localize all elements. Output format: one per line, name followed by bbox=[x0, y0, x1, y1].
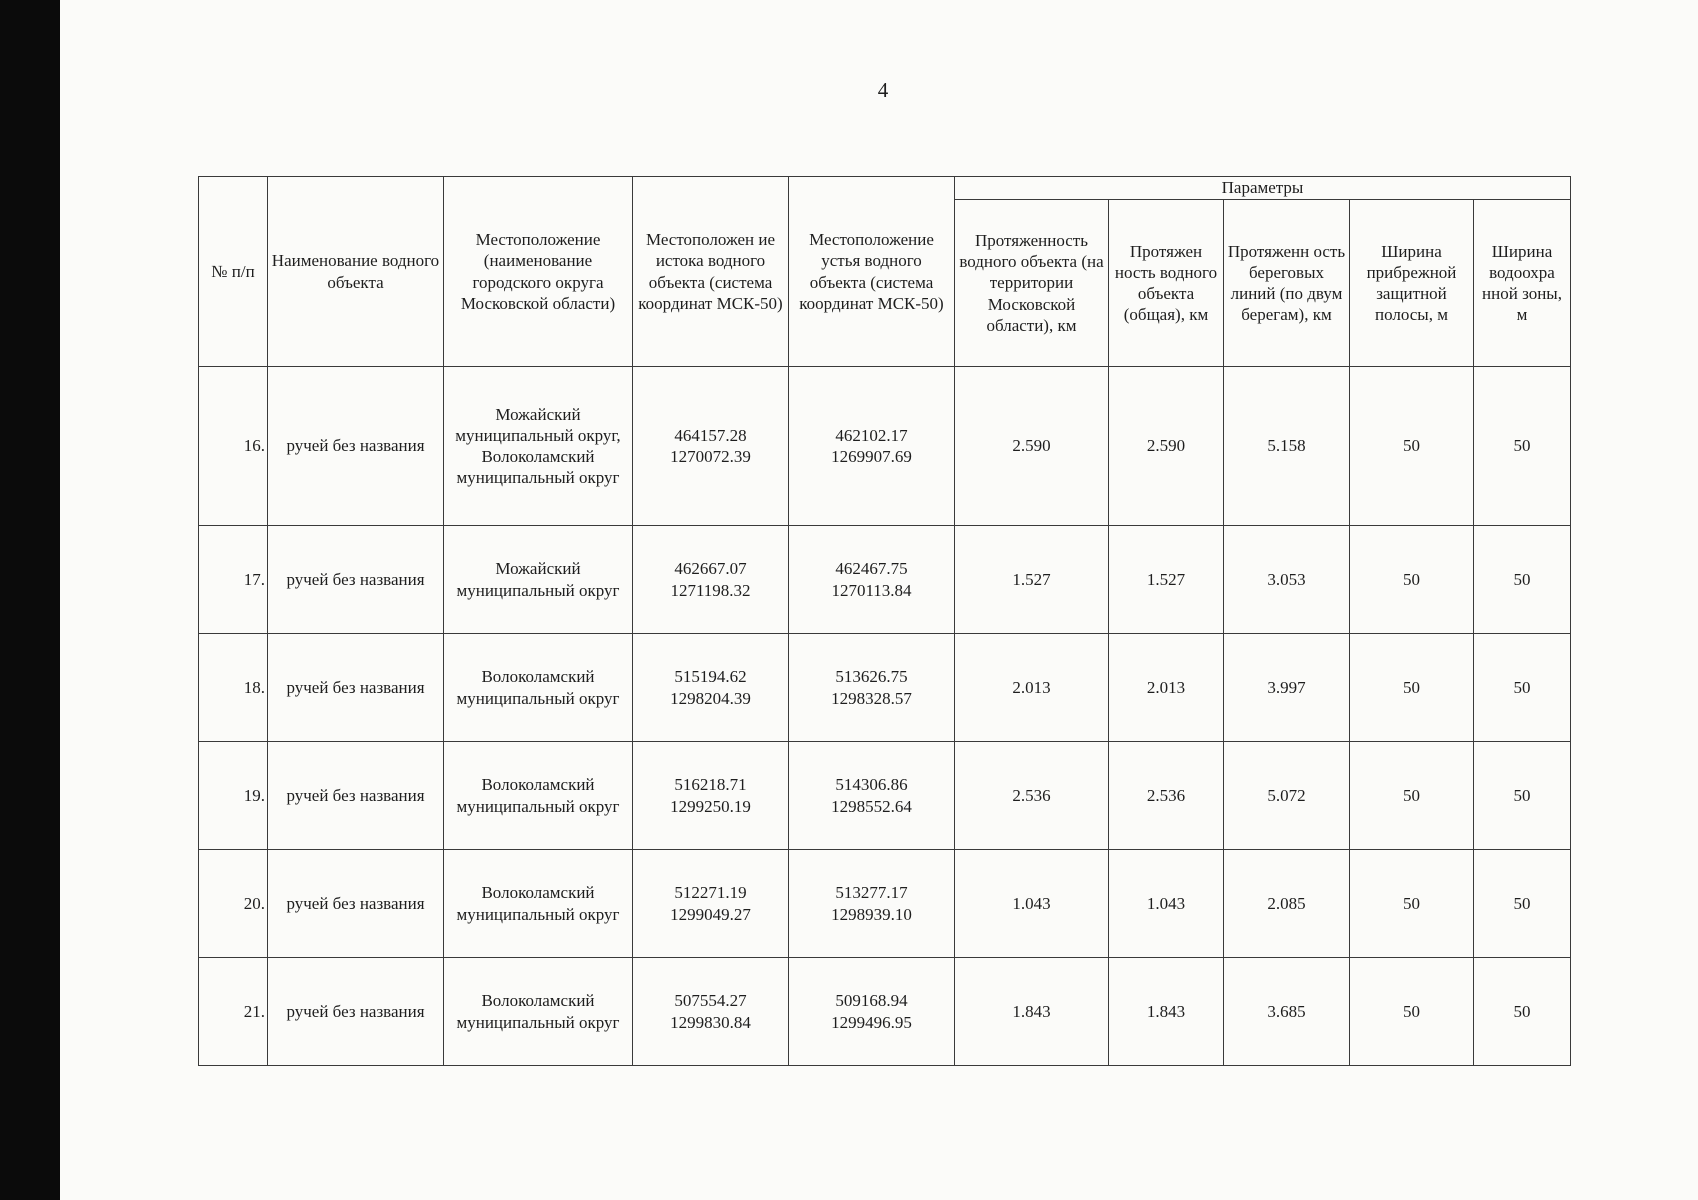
row-source bbox=[633, 526, 789, 634]
header-source: Местоположен ие истока водного объекта (система координат МСК-50) bbox=[633, 177, 789, 367]
row-name: ручей без названия bbox=[268, 526, 444, 634]
table-row bbox=[199, 634, 1571, 742]
row-protection-zone: 50 bbox=[1474, 850, 1571, 958]
row-mouth bbox=[789, 367, 955, 526]
water-objects-table bbox=[198, 176, 1571, 1066]
header-params: Параметры bbox=[955, 177, 1571, 200]
row-shoreline: 3.685 bbox=[1224, 958, 1350, 1066]
mouth-y: 1269907.69 bbox=[831, 447, 912, 466]
row-length-mo: 1.043 bbox=[955, 850, 1109, 958]
table-row bbox=[199, 526, 1571, 634]
header-row-top bbox=[199, 177, 1571, 200]
source-x: 512271.19 bbox=[674, 883, 747, 903]
row-name: ручей без названия bbox=[268, 634, 444, 742]
row-mouth bbox=[789, 850, 955, 958]
mouth-x: 513626.75 bbox=[835, 667, 908, 687]
row-coastal-strip: 50 bbox=[1350, 958, 1474, 1066]
source-y: 1299049.27 bbox=[670, 904, 751, 924]
header-shoreline: Протяженн ость береговых линий (по двум берегам), км bbox=[1224, 200, 1350, 367]
table-row bbox=[199, 850, 1571, 958]
table-body bbox=[199, 367, 1571, 1066]
source-y: 1299250.19 bbox=[670, 796, 751, 816]
row-shoreline: 5.072 bbox=[1224, 742, 1350, 850]
row-num: 20. bbox=[199, 850, 268, 958]
row-name: ручей без названия bbox=[268, 367, 444, 526]
row-coastal-strip: 50 bbox=[1350, 634, 1474, 742]
row-num: 19. bbox=[199, 742, 268, 850]
row-name: ручей без названия bbox=[268, 958, 444, 1066]
row-length-total: 1.527 bbox=[1109, 526, 1224, 634]
header-coastal-strip: Ширина прибрежной защитной полосы, м bbox=[1350, 200, 1474, 367]
source-x: 515194.62 bbox=[674, 667, 747, 687]
header-length-mo: Протяженность водного объекта (на территории Московской области), км bbox=[955, 200, 1109, 367]
header-protection-zone: Ширина водоохра нной зоны, м bbox=[1474, 200, 1571, 367]
table-header bbox=[199, 177, 1571, 367]
row-source bbox=[633, 367, 789, 526]
row-shoreline: 3.053 bbox=[1224, 526, 1350, 634]
row-coastal-strip: 50 bbox=[1350, 742, 1474, 850]
page-number: 4 bbox=[877, 78, 889, 102]
row-length-total: 2.013 bbox=[1109, 634, 1224, 742]
row-length-mo: 2.536 bbox=[955, 742, 1109, 850]
row-source bbox=[633, 634, 789, 742]
row-source bbox=[633, 850, 789, 958]
row-protection-zone: 50 bbox=[1474, 742, 1571, 850]
mouth-y: 1298328.57 bbox=[831, 688, 912, 708]
row-length-mo: 1.527 bbox=[955, 526, 1109, 634]
row-mouth bbox=[789, 634, 955, 742]
row-location: Волоколамский муниципальный округ bbox=[444, 850, 633, 958]
row-location: Можайский муниципальный округ bbox=[444, 526, 633, 634]
row-mouth bbox=[789, 526, 955, 634]
mouth-x: 462102.17 bbox=[835, 425, 908, 445]
row-length-mo: 2.013 bbox=[955, 634, 1109, 742]
row-length-mo: 2.590 bbox=[955, 367, 1109, 526]
row-source bbox=[633, 958, 789, 1066]
row-coastal-strip: 50 bbox=[1350, 367, 1474, 526]
row-location: Волоколамский муниципальный округ bbox=[444, 958, 633, 1066]
row-coastal-strip: 50 bbox=[1350, 850, 1474, 958]
mouth-y: 1298939.10 bbox=[831, 904, 912, 924]
row-mouth bbox=[789, 958, 955, 1066]
mouth-y: 1298552.64 bbox=[831, 796, 912, 816]
source-y: 1298204.39 bbox=[670, 688, 751, 708]
mouth-y: 1270113.84 bbox=[831, 580, 912, 600]
header-num: № п/п bbox=[199, 177, 268, 367]
source-x: 507554.27 bbox=[674, 991, 747, 1011]
row-length-mo: 1.843 bbox=[955, 958, 1109, 1066]
row-location: Волоколамский муниципальный округ bbox=[444, 742, 633, 850]
source-y: 1270072.39 bbox=[670, 447, 751, 466]
mouth-x: 509168.94 bbox=[835, 991, 908, 1011]
row-num: 18. bbox=[199, 634, 268, 742]
row-mouth bbox=[789, 742, 955, 850]
row-name: ручей без названия bbox=[268, 850, 444, 958]
row-shoreline: 2.085 bbox=[1224, 850, 1350, 958]
row-length-total: 1.843 bbox=[1109, 958, 1224, 1066]
table-row bbox=[199, 742, 1571, 850]
mouth-x: 513277.17 bbox=[835, 883, 908, 903]
row-source bbox=[633, 742, 789, 850]
source-x: 462667.07 bbox=[674, 559, 747, 579]
row-name: ручей без названия bbox=[268, 742, 444, 850]
source-y: 1271198.32 bbox=[670, 580, 751, 600]
row-length-total: 1.043 bbox=[1109, 850, 1224, 958]
row-protection-zone: 50 bbox=[1474, 634, 1571, 742]
table-row bbox=[199, 958, 1571, 1066]
row-coastal-strip: 50 bbox=[1350, 526, 1474, 634]
table-row bbox=[199, 367, 1571, 526]
row-location: Волоколамский муниципальный округ bbox=[444, 634, 633, 742]
row-location: Можайский муниципальный округ, Волоколамский муниципальный округ bbox=[444, 367, 633, 526]
source-y: 1299830.84 bbox=[670, 1012, 751, 1032]
row-protection-zone: 50 bbox=[1474, 526, 1571, 634]
row-shoreline: 5.158 bbox=[1224, 367, 1350, 526]
row-num: 16. bbox=[199, 367, 268, 526]
mouth-x: 462467.75 bbox=[835, 559, 908, 579]
row-length-total: 2.536 bbox=[1109, 742, 1224, 850]
source-x: 516218.71 bbox=[674, 775, 747, 795]
row-protection-zone: 50 bbox=[1474, 367, 1571, 526]
source-x: 464157.28 bbox=[674, 425, 747, 445]
header-mouth: Местоположение устья водного объекта (система координат МСК-50) bbox=[789, 177, 955, 367]
row-shoreline: 3.997 bbox=[1224, 634, 1350, 742]
row-protection-zone: 50 bbox=[1474, 958, 1571, 1066]
row-length-total: 2.590 bbox=[1109, 367, 1224, 526]
mouth-y: 1299496.95 bbox=[831, 1012, 912, 1032]
mouth-x: 514306.86 bbox=[835, 775, 908, 795]
header-location: Местоположение (наименование городского округа Московской области) bbox=[444, 177, 633, 367]
header-name: Наименование водного объекта bbox=[268, 177, 444, 367]
row-num: 17. bbox=[199, 526, 268, 634]
row-num: 21. bbox=[199, 958, 268, 1066]
scan-left-edge bbox=[0, 0, 60, 1200]
header-length-total: Протяжен ность водного объекта (общая), км bbox=[1109, 200, 1224, 367]
